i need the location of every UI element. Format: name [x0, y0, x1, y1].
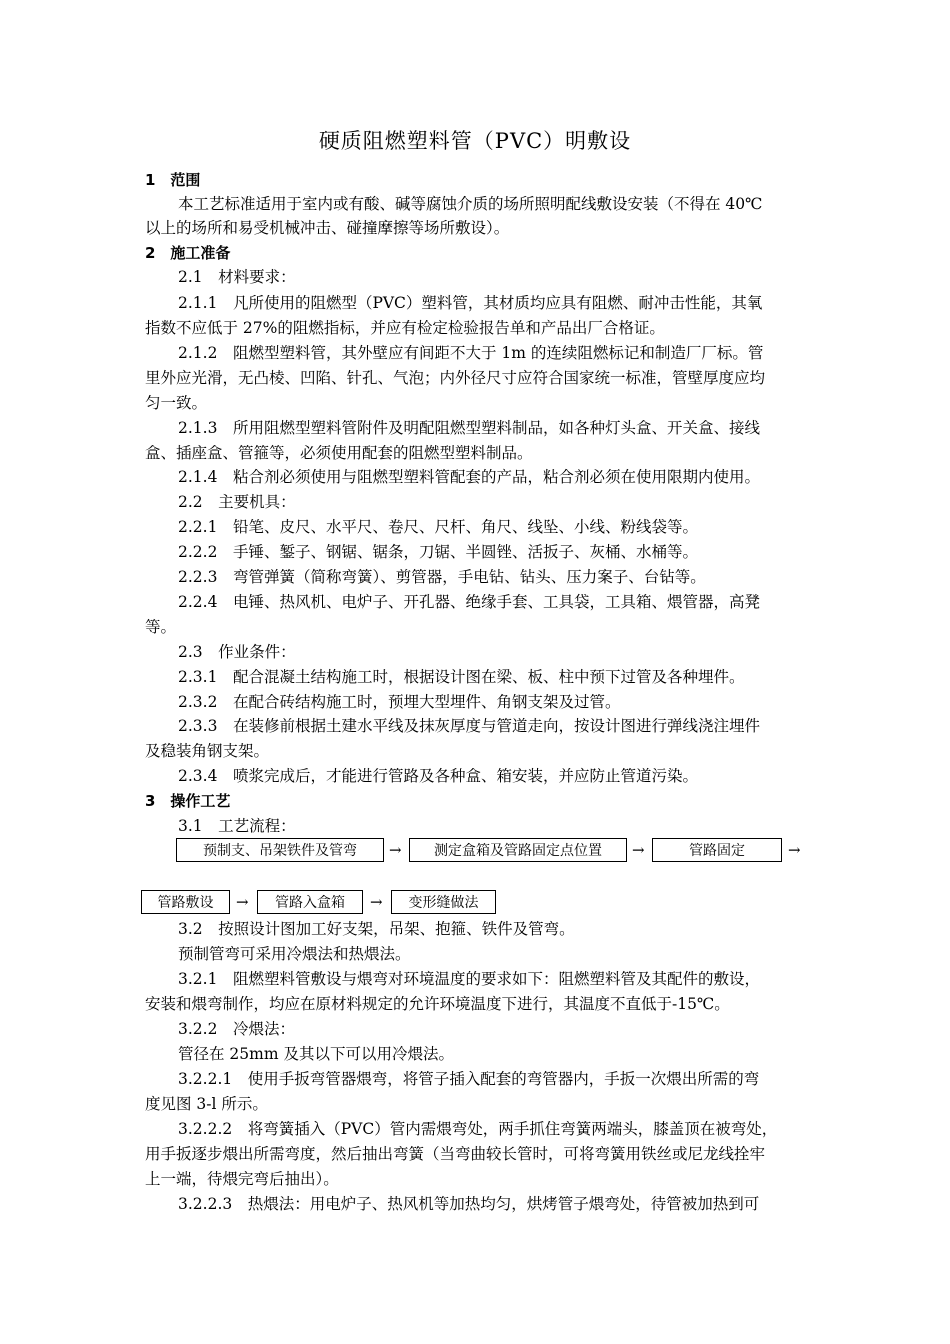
paragraph-line: 2.2.1 铅笔、皮尺、水平尺、卷尺、尺杆、角尺、线坠、小线、粉线袋等。	[178, 518, 698, 536]
flow-step-4: 管路敷设	[141, 890, 230, 914]
paragraph-line: 预制管弯可采用冷煨法和热煨法。	[178, 945, 411, 963]
paragraph-line: 2.1.2 阻燃型塑料管，其外壁应有间距不大于 1m 的连续阻燃标记和制造厂厂标。管	[178, 344, 764, 362]
paragraph-line: 3.2.1 阻燃塑料管敷设与煨弯对环境温度的要求如下：阻燃塑料管及其配件的敷设，	[178, 970, 760, 988]
page-title: 硬质阻燃塑料管（PVC）明敷设	[318, 129, 632, 153]
paragraph-line: 3.2 按照设计图加工好支架，吊架、抱箍、铁件及管弯。	[178, 920, 575, 938]
paragraph-line: 2.1.3 所用阻燃型塑料管附件及明配阻燃型塑料制品，如各种灯头盒、开关盒、接线	[178, 419, 760, 437]
section-heading: 1 范围	[145, 171, 201, 189]
paragraph-line: 匀一致。	[145, 394, 208, 412]
flow-arrow: →	[236, 893, 249, 911]
section-heading: 2 施工准备	[145, 244, 231, 262]
flow-step-3: 管路固定	[652, 838, 782, 862]
paragraph-line: 度见图 3-l 所示。	[145, 1095, 268, 1113]
flow-arrow: →	[788, 841, 801, 859]
flow-arrow: →	[370, 893, 383, 911]
paragraph-line: 以上的场所和易受机械冲击、碰撞摩擦等场所敷设）。	[145, 219, 510, 237]
subsection-heading: 2.2 主要机具：	[178, 493, 296, 511]
paragraph-line: 盒、插座盒、管箍等，必须使用配套的阻燃型塑料制品。	[145, 444, 533, 462]
section-heading: 3 操作工艺	[145, 792, 231, 810]
paragraph-line: 2.1.4 粘合剂必须使用与阻燃型塑料管配套的产品，粘合剂必须在使用限期内使用。	[178, 468, 760, 486]
flow-arrow: →	[632, 841, 645, 859]
flow-arrow: →	[389, 841, 402, 859]
paragraph-line: 2.2.3 弯管弹簧（简称弯簧）、剪管器，手电钻、钻头、压力案子、台钻等。	[178, 568, 706, 586]
paragraph-line: 3.2.2.1 使用手扳弯管器煨弯，将管子插入配套的弯管器内，手扳一次煨出所需的弯	[178, 1070, 760, 1088]
paragraph-line: 本工艺标准适用于室内或有酸、碱等腐蚀介质的场所照明配线敷设安装（不得在 40℃	[178, 195, 763, 213]
paragraph-line: 2.3.2 在配合砖结构施工时，预埋大型埋件、角钢支架及过管。	[178, 693, 621, 711]
subsection-heading: 3.1 工艺流程：	[178, 817, 296, 835]
paragraph-line: 指数不应低于 27%的阻燃指标，并应有检定检验报告单和产品出厂合格证。	[145, 319, 665, 337]
paragraph-line: 2.1.1 凡所使用的阻燃型（PVC）塑料管，其材质均应具有阻燃、耐冲击性能，其氧	[178, 294, 763, 312]
subsection-heading: 2.3 作业条件：	[178, 643, 296, 661]
flow-step-1: 预制支、吊架铁件及管弯	[176, 838, 384, 862]
paragraph-line: 3.2.2.2 将弯簧插入（PVC）管内需煨弯处，两手抓住弯簧两端头，膝盖顶在被弯处，	[178, 1120, 778, 1138]
paragraph-line: 及稳装角钢支架。	[145, 742, 270, 760]
paragraph-line: 里外应光滑，无凸棱、凹陷、针孔、气泡；内外径尺寸应符合国家统一标准，管壁厚度应均	[145, 369, 766, 387]
paragraph-line: 2.2.4 电锤、热风机、电炉子、开孔器、绝缘手套、工具袋，工具箱、煨管器，高凳	[178, 593, 760, 611]
flow-step-2: 测定盒箱及管路固定点位置	[409, 838, 627, 862]
paragraph-line: 等。	[145, 618, 177, 636]
paragraph-line: 3.2.2.3 热煨法：用电炉子、热风机等加热均匀，烘烤管子煨弯处，待管被加热到可	[178, 1195, 760, 1213]
paragraph-line: 2.3.4 喷浆完成后，才能进行管路及各种盒、箱安装，并应防止管道污染。	[178, 767, 698, 785]
paragraph-line: 3.2.2 冷煨法：	[178, 1020, 295, 1038]
subsection-heading: 2.1 材料要求：	[178, 268, 296, 286]
flow-step-6: 变形缝做法	[391, 890, 496, 914]
paragraph-line: 管径在 25mm 及其以下可以用冷煨法。	[178, 1045, 454, 1063]
paragraph-line: 上一端，待煨完弯后抽出）。	[145, 1170, 339, 1188]
paragraph-line: 用手扳逐步煨出所需弯度，然后抽出弯簧（当弯曲较长管时，可将弯簧用铁丝或尼龙线拴牢	[145, 1145, 766, 1163]
flow-step-5: 管路入盒箱	[257, 890, 363, 914]
paragraph-line: 2.3.3 在装修前根据土建水平线及抹灰厚度与管道走向，按设计图进行弹线浇注埋件	[178, 717, 760, 735]
paragraph-line: 安装和煨弯制作，均应在原材料规定的允许环境温度下进行，其温度不直低于-15℃。	[145, 995, 730, 1013]
paragraph-line: 2.2.2 手锤、錾子、钢锯、锯条，刀锯、半圆锉、活扳子、灰桶、水桶等。	[178, 543, 698, 561]
paragraph-line: 2.3.1 配合混凝土结构施工时，根据设计图在梁、板、柱中预下过管及各种埋件。	[178, 668, 745, 686]
